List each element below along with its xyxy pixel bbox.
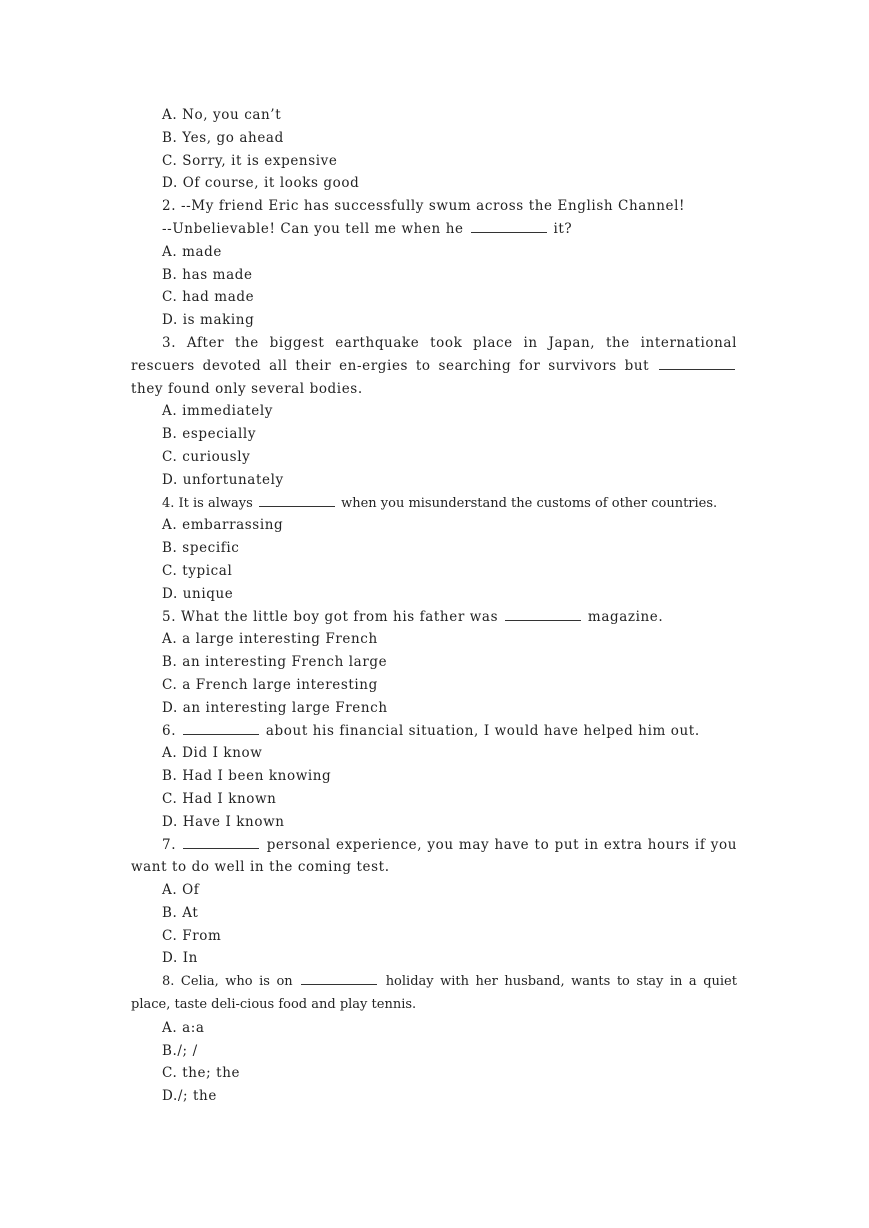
answer-blank (471, 218, 547, 233)
q2-stem-line2 (131, 218, 737, 241)
q6-option-a: A. Did I know (162, 745, 263, 762)
answer-blank (259, 492, 335, 507)
q4-option-d: D. unique (162, 585, 234, 602)
q8-option-c: C. the; the (162, 1065, 241, 1082)
answer-blank (505, 606, 581, 621)
q3-text-before: 3. After the biggest earthquake took place in Japan, the international rescuers devoted all their en-ergies to searching for survivors but (131, 334, 737, 374)
q8-option-a: A. a:a (162, 1019, 205, 1036)
q3-option-d: D. unfortunately (162, 471, 284, 488)
q5-option-b: B. an interesting French large (162, 654, 388, 671)
q3-option-a: A. immediately (162, 403, 274, 420)
q8-stem (131, 970, 737, 1017)
q4-stem (131, 492, 737, 515)
q1-option-d: D. Of course, it looks good (162, 175, 360, 192)
answer-blank (659, 355, 735, 370)
q6-option-d: D. Have I known (162, 813, 285, 830)
q4-option-a: A. embarrassing (162, 517, 284, 534)
q6-text-after: about his financial situation, I would have helped him out. (265, 722, 700, 739)
q4-option-b: B. specific (162, 540, 240, 557)
q6-option-c: C. Had I known (162, 790, 277, 807)
q1-option-c: C. Sorry, it is expensive (162, 152, 338, 169)
q4-option-c: C. typical (162, 562, 233, 579)
q2-option-a: A. made (162, 243, 223, 260)
q2-text-after: it? (553, 220, 573, 237)
q7-option-a: A. Of (162, 882, 200, 899)
q5-text-before: 5. What the little boy got from his father was (162, 608, 499, 625)
q5-option-c: C. a French large interesting (162, 676, 378, 693)
q4-text-after: when you misunderstand the customs of other countries. (341, 495, 718, 511)
q3-text-after: they found only several bodies. (131, 380, 363, 397)
q7-text-before: 7. (162, 836, 177, 853)
q1-option-b: B. Yes, go ahead (162, 129, 284, 146)
q8-text-before: 8. Celia, who is on (162, 974, 293, 990)
q3-option-c: C. curiously (162, 448, 251, 465)
q8-option-b: B./; / (162, 1042, 198, 1059)
q7-text-after: personal experience, you may have to put in extra hours if you want to do well in the coming test. (131, 836, 737, 876)
q5-text-after: magazine. (587, 608, 664, 625)
q6-text-before: 6. (162, 722, 177, 739)
q8-option-d: D./; the (162, 1088, 217, 1105)
answer-blank (183, 834, 259, 849)
q2-stem: 2. --My friend Eric has successfully swum across the English Channel! (162, 198, 686, 215)
q2-option-c: C. had made (162, 289, 255, 306)
q6-stem (131, 720, 737, 743)
q3-option-b: B. especially (162, 426, 257, 443)
worksheet-page (131, 104, 737, 1108)
q5-stem (131, 606, 737, 629)
q7-option-b: B. At (162, 904, 199, 921)
q7-option-c: C. From (162, 927, 222, 944)
q2-option-b: B. has made (162, 266, 253, 283)
q6-option-b: B. Had I been knowing (162, 768, 332, 785)
q1-option-a: A. No, you can’t (162, 107, 282, 123)
q7-stem (131, 834, 737, 880)
q2-text-before: --Unbelievable! Can you tell me when he (162, 220, 464, 237)
q7-option-d: D. In (162, 950, 198, 967)
answer-blank (183, 720, 259, 735)
q8-text-after: holiday with her husband, wants to stay in a quiet place, taste deli-cious food and play tennis. (131, 974, 737, 1013)
q3-stem (131, 332, 737, 400)
q4-text-before: 4. It is always (162, 495, 253, 511)
q2-option-d: D. is making (162, 312, 255, 329)
q5-option-a: A. a large interesting French (162, 631, 378, 648)
q5-option-d: D. an interesting large French (162, 699, 388, 716)
answer-blank (301, 970, 377, 985)
